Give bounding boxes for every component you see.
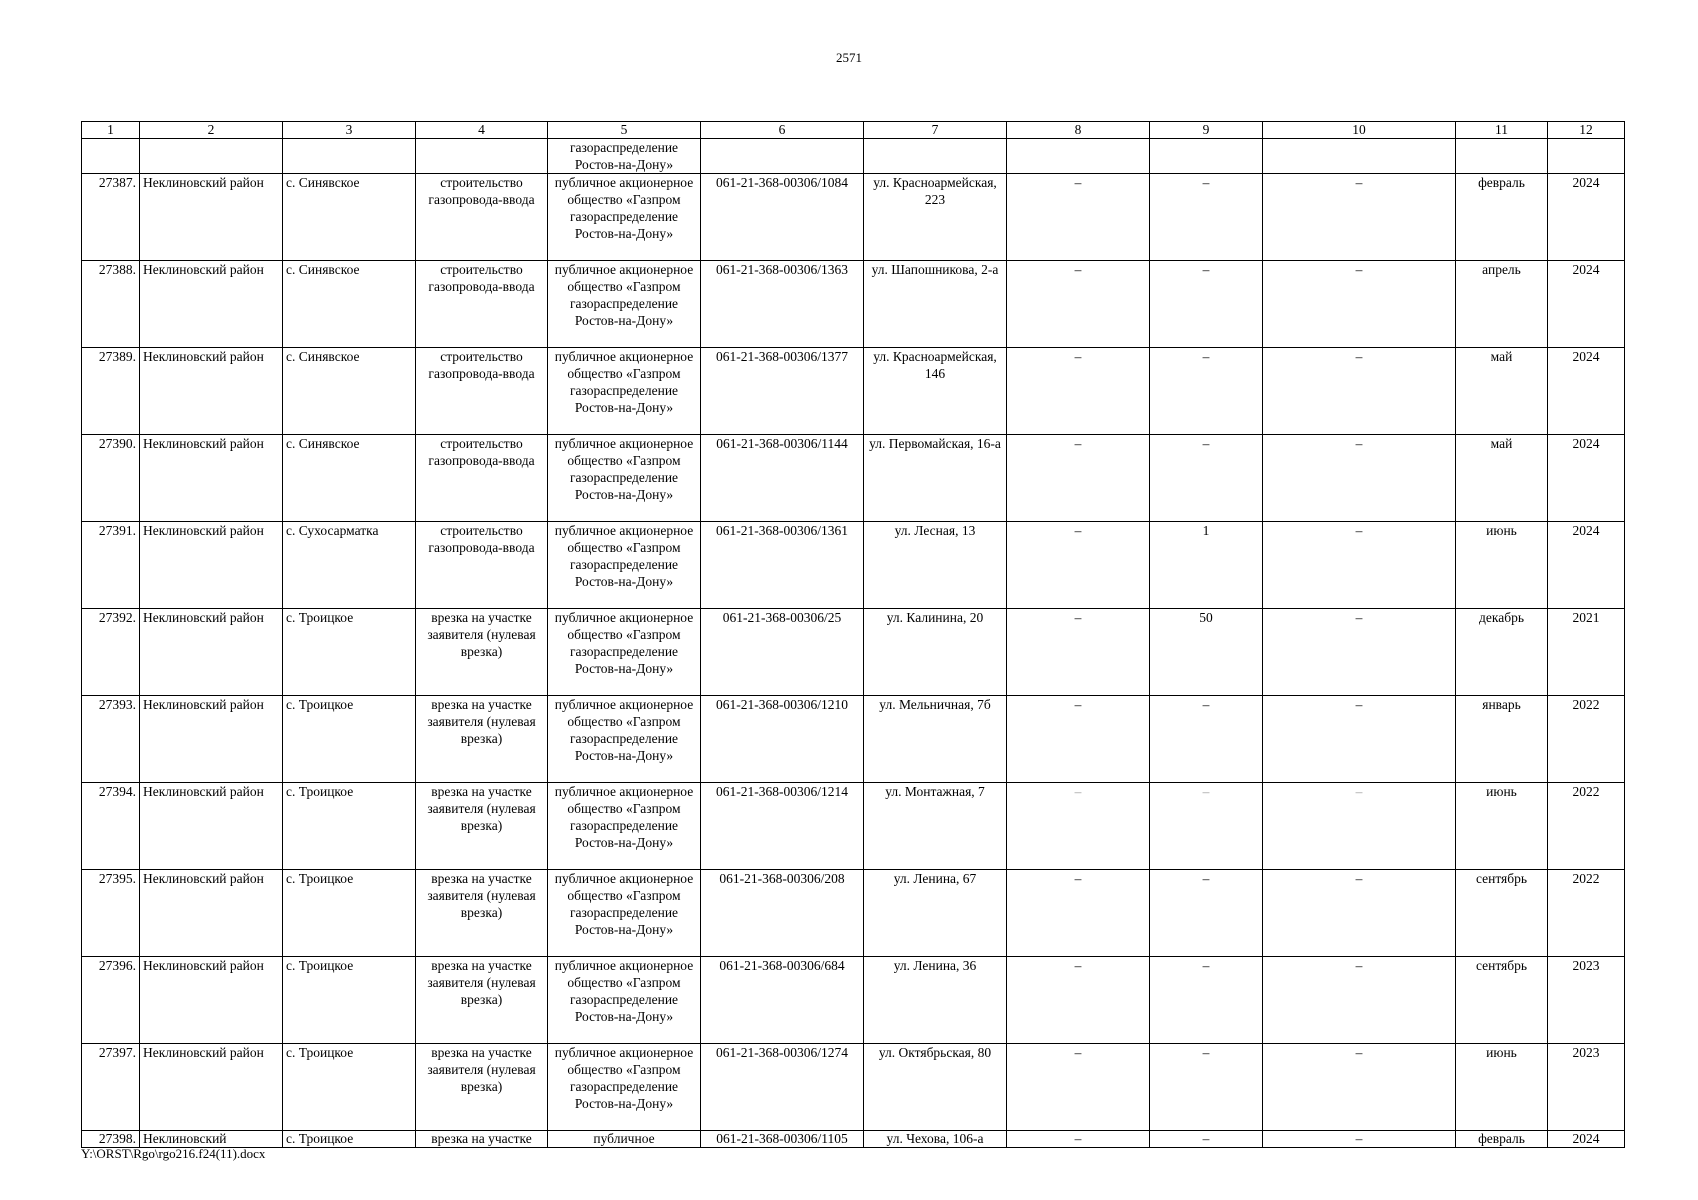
column-header: 1 — [82, 122, 140, 139]
table-row — [82, 783, 1625, 870]
address-cell: ул. Мельничная, 7б — [864, 696, 1007, 783]
address-cell: ул. Красноармейская, 223 — [864, 174, 1007, 261]
work-type-cell: строительство газопровода-ввода — [416, 435, 548, 522]
month-cell: февраль — [1456, 174, 1548, 261]
table-row — [82, 522, 1625, 609]
locality-cell: с. Синявское — [283, 174, 416, 261]
address-cell: ул. Монтажная, 7 — [864, 783, 1007, 870]
address-cell: ул. Ленина, 67 — [864, 870, 1007, 957]
row-number-cell: 27387. — [82, 174, 140, 261]
year-cell: 2023 — [1548, 957, 1625, 1044]
district-cell: Неклиновский район — [140, 957, 283, 1044]
row-number-cell: 27394. — [82, 783, 140, 870]
column-10-cell: – — [1263, 870, 1456, 957]
column-10-cell: – — [1263, 174, 1456, 261]
year-cell: 2022 — [1548, 870, 1625, 957]
address-cell: ул. Красноармейская, 146 — [864, 348, 1007, 435]
organization-cell: публичное акционерное общество «Газпром газораспределение Ростов-на-Дону» — [548, 1044, 701, 1131]
address-cell: ул. Чехова, 106-а — [864, 1131, 1007, 1148]
column-header: 9 — [1150, 122, 1263, 139]
work-type-cell: врезка на участке заявителя (нулевая врезка) — [416, 1044, 548, 1131]
month-cell: июнь — [1456, 522, 1548, 609]
month-cell: июнь — [1456, 1044, 1548, 1131]
row-number-cell: 27390. — [82, 435, 140, 522]
column-header: 2 — [140, 122, 283, 139]
organization-cell: публичное акционерное общество «Газпром газораспределение Ростов-на-Дону» — [548, 522, 701, 609]
year-cell: 2024 — [1548, 522, 1625, 609]
work-type-cell: строительство газопровода-ввода — [416, 261, 548, 348]
address-cell: ул. Октябрьская, 80 — [864, 1044, 1007, 1131]
column-9-cell: – — [1150, 261, 1263, 348]
organization-cell: публичное акционерное общество «Газпром газораспределение Ростов-на-Дону» — [548, 261, 701, 348]
row-number-cell: 27391. — [82, 522, 140, 609]
organization-cell: публичное акционерное общество «Газпром газораспределение Ростов-на-Дону» — [548, 435, 701, 522]
registration-code-cell: 061-21-368-00306/1105 — [701, 1131, 864, 1148]
district-cell: Неклиновский район — [140, 522, 283, 609]
work-type-cell: врезка на участке — [416, 1131, 548, 1148]
locality-cell: с. Троицкое — [283, 1044, 416, 1131]
column-8-cell: – — [1007, 174, 1150, 261]
month-cell: февраль — [1456, 1131, 1548, 1148]
column-10-cell: – — [1263, 435, 1456, 522]
year-cell: 2021 — [1548, 609, 1625, 696]
organization-cell: публичное акционерное общество «Газпром газораспределение Ростов-на-Дону» — [548, 783, 701, 870]
work-type-cell: врезка на участке заявителя (нулевая врезка) — [416, 783, 548, 870]
row-number-cell: 27388. — [82, 261, 140, 348]
column-10-cell: – — [1263, 261, 1456, 348]
table-row — [82, 174, 1625, 261]
column-9-cell: – — [1150, 870, 1263, 957]
district-cell: Неклиновский район — [140, 783, 283, 870]
month-cell: апрель — [1456, 261, 1548, 348]
column-9-cell: – — [1150, 783, 1263, 870]
column-9-cell: – — [1150, 1131, 1263, 1148]
table-row — [82, 696, 1625, 783]
column-8-cell: – — [1007, 783, 1150, 870]
column-number-header-row — [82, 122, 1625, 139]
organization-cell: публичное акционерное общество «Газпром газораспределение Ростов-на-Дону» — [548, 696, 701, 783]
column-8-cell: – — [1007, 435, 1150, 522]
address-cell: ул. Шапошникова, 2-а — [864, 261, 1007, 348]
column-9-cell: 50 — [1150, 609, 1263, 696]
registration-code-cell: 061-21-368-00306/1210 — [701, 696, 864, 783]
address-cell: ул. Ленина, 36 — [864, 957, 1007, 1044]
organization-cell: публичное акционерное общество «Газпром газораспределение Ростов-на-Дону» — [548, 174, 701, 261]
column-10-cell: – — [1263, 348, 1456, 435]
table-row — [82, 957, 1625, 1044]
work-type-cell: строительство газопровода-ввода — [416, 174, 548, 261]
column-9-cell: – — [1150, 1044, 1263, 1131]
column-8-cell: – — [1007, 261, 1150, 348]
month-cell: май — [1456, 348, 1548, 435]
registration-code-cell: 061-21-368-00306/1361 — [701, 522, 864, 609]
month-cell: июнь — [1456, 783, 1548, 870]
column-header: 5 — [548, 122, 701, 139]
locality-cell: с. Троицкое — [283, 696, 416, 783]
year-cell: 2024 — [1548, 174, 1625, 261]
column-9-cell: – — [1150, 174, 1263, 261]
column-10-cell: – — [1263, 696, 1456, 783]
locality-cell: с. Троицкое — [283, 609, 416, 696]
row-number-cell: 27392. — [82, 609, 140, 696]
district-cell: Неклиновский район — [140, 261, 283, 348]
work-type-cell: строительство газопровода-ввода — [416, 522, 548, 609]
registration-code-cell: 061-21-368-00306/1377 — [701, 348, 864, 435]
column-8-cell: – — [1007, 522, 1150, 609]
column-8-cell: – — [1007, 348, 1150, 435]
district-cell: Неклиновский район — [140, 174, 283, 261]
column-header: 8 — [1007, 122, 1150, 139]
table-row — [82, 609, 1625, 696]
table-row — [82, 261, 1625, 348]
address-cell: ул. Калинина, 20 — [864, 609, 1007, 696]
column-10-cell: – — [1263, 1044, 1456, 1131]
locality-cell: с. Сухосарматка — [283, 522, 416, 609]
year-cell: 2024 — [1548, 348, 1625, 435]
row-number-cell: 27398. — [82, 1131, 140, 1148]
column-8-cell: – — [1007, 957, 1150, 1044]
registration-code-cell: 061-21-368-00306/1363 — [701, 261, 864, 348]
registration-code-cell: 061-21-368-00306/1084 — [701, 174, 864, 261]
district-cell: Неклиновский район — [140, 696, 283, 783]
column-header: 10 — [1263, 122, 1456, 139]
column-8-cell: – — [1007, 1044, 1150, 1131]
table-row — [82, 435, 1625, 522]
locality-cell: с. Синявское — [283, 435, 416, 522]
column-header: 7 — [864, 122, 1007, 139]
file-path-footer: Y:\ORST\Rgo\rgo216.f24(11).docx — [81, 1146, 266, 1161]
month-cell: сентябрь — [1456, 957, 1548, 1044]
organization-cell: публичное акционерное общество «Газпром газораспределение Ростов-на-Дону» — [548, 957, 701, 1044]
column-header: 11 — [1456, 122, 1548, 139]
column-9-cell: – — [1150, 435, 1263, 522]
work-type-cell: врезка на участке заявителя (нулевая врезка) — [416, 696, 548, 783]
locality-cell: с. Синявское — [283, 348, 416, 435]
registration-code-cell: 061-21-368-00306/1274 — [701, 1044, 864, 1131]
column-header: 3 — [283, 122, 416, 139]
organization-cell: публичное акционерное общество «Газпром газораспределение Ростов-на-Дону» — [548, 348, 701, 435]
registration-code-cell: 061-21-368-00306/1144 — [701, 435, 864, 522]
registration-code-cell: 061-21-368-00306/25 — [701, 609, 864, 696]
page-number: 2571 — [836, 50, 862, 65]
district-cell: Неклиновский район — [140, 870, 283, 957]
column-header: 12 — [1548, 122, 1625, 139]
locality-cell: с. Троицкое — [283, 957, 416, 1044]
register-table — [81, 121, 1625, 1148]
column-10-cell: – — [1263, 957, 1456, 1044]
row-number-cell: 27389. — [82, 348, 140, 435]
column-8-cell: – — [1007, 870, 1150, 957]
row-number-cell: 27393. — [82, 696, 140, 783]
address-cell: ул. Лесная, 13 — [864, 522, 1007, 609]
locality-cell: с. Троицкое — [283, 1131, 416, 1148]
column-10-cell: – — [1263, 609, 1456, 696]
row-number-cell: 27397. — [82, 1044, 140, 1131]
column-9-cell: – — [1150, 957, 1263, 1044]
month-cell: декабрь — [1456, 609, 1548, 696]
table-row — [82, 1044, 1625, 1131]
column-8-cell: – — [1007, 609, 1150, 696]
locality-cell: с. Синявское — [283, 261, 416, 348]
district-cell: Неклиновский район — [140, 435, 283, 522]
month-cell: январь — [1456, 696, 1548, 783]
work-type-cell: врезка на участке заявителя (нулевая врезка) — [416, 957, 548, 1044]
continuation-row — [82, 139, 1625, 174]
row-number-cell: 27396. — [82, 957, 140, 1044]
year-cell: 2022 — [1548, 783, 1625, 870]
month-cell: май — [1456, 435, 1548, 522]
organization-cell: публичное — [548, 1131, 701, 1148]
column-9-cell: 1 — [1150, 522, 1263, 609]
locality-cell: с. Троицкое — [283, 783, 416, 870]
column-10-cell: – — [1263, 1131, 1456, 1148]
work-type-cell: врезка на участке заявителя (нулевая врезка) — [416, 609, 548, 696]
year-cell: 2024 — [1548, 435, 1625, 522]
column-10-cell: – — [1263, 522, 1456, 609]
registration-code-cell: 061-21-368-00306/1214 — [701, 783, 864, 870]
year-cell: 2024 — [1548, 261, 1625, 348]
column-header: 4 — [416, 122, 548, 139]
column-8-cell: – — [1007, 1131, 1150, 1148]
table-row — [82, 1131, 1625, 1148]
district-cell: Неклиновский район — [140, 609, 283, 696]
registration-code-cell: 061-21-368-00306/208 — [701, 870, 864, 957]
organization-cell: газораспределение Ростов-на-Дону» — [548, 139, 701, 174]
year-cell: 2022 — [1548, 696, 1625, 783]
organization-cell: публичное акционерное общество «Газпром газораспределение Ростов-на-Дону» — [548, 609, 701, 696]
column-header: 6 — [701, 122, 864, 139]
organization-cell: публичное акционерное общество «Газпром газораспределение Ростов-на-Дону» — [548, 870, 701, 957]
column-10-cell: – — [1263, 783, 1456, 870]
district-cell: Неклиновский район — [140, 348, 283, 435]
address-cell: ул. Первомайская, 16-а — [864, 435, 1007, 522]
table-row — [82, 870, 1625, 957]
month-cell: сентябрь — [1456, 870, 1548, 957]
column-9-cell: – — [1150, 696, 1263, 783]
row-number-cell: 27395. — [82, 870, 140, 957]
table-row — [82, 348, 1625, 435]
registration-code-cell: 061-21-368-00306/684 — [701, 957, 864, 1044]
district-cell: Неклиновский — [140, 1131, 283, 1148]
district-cell: Неклиновский район — [140, 1044, 283, 1131]
column-8-cell: – — [1007, 696, 1150, 783]
locality-cell: с. Троицкое — [283, 870, 416, 957]
work-type-cell: строительство газопровода-ввода — [416, 348, 548, 435]
year-cell: 2024 — [1548, 1131, 1625, 1148]
work-type-cell: врезка на участке заявителя (нулевая врезка) — [416, 870, 548, 957]
column-9-cell: – — [1150, 348, 1263, 435]
year-cell: 2023 — [1548, 1044, 1625, 1131]
